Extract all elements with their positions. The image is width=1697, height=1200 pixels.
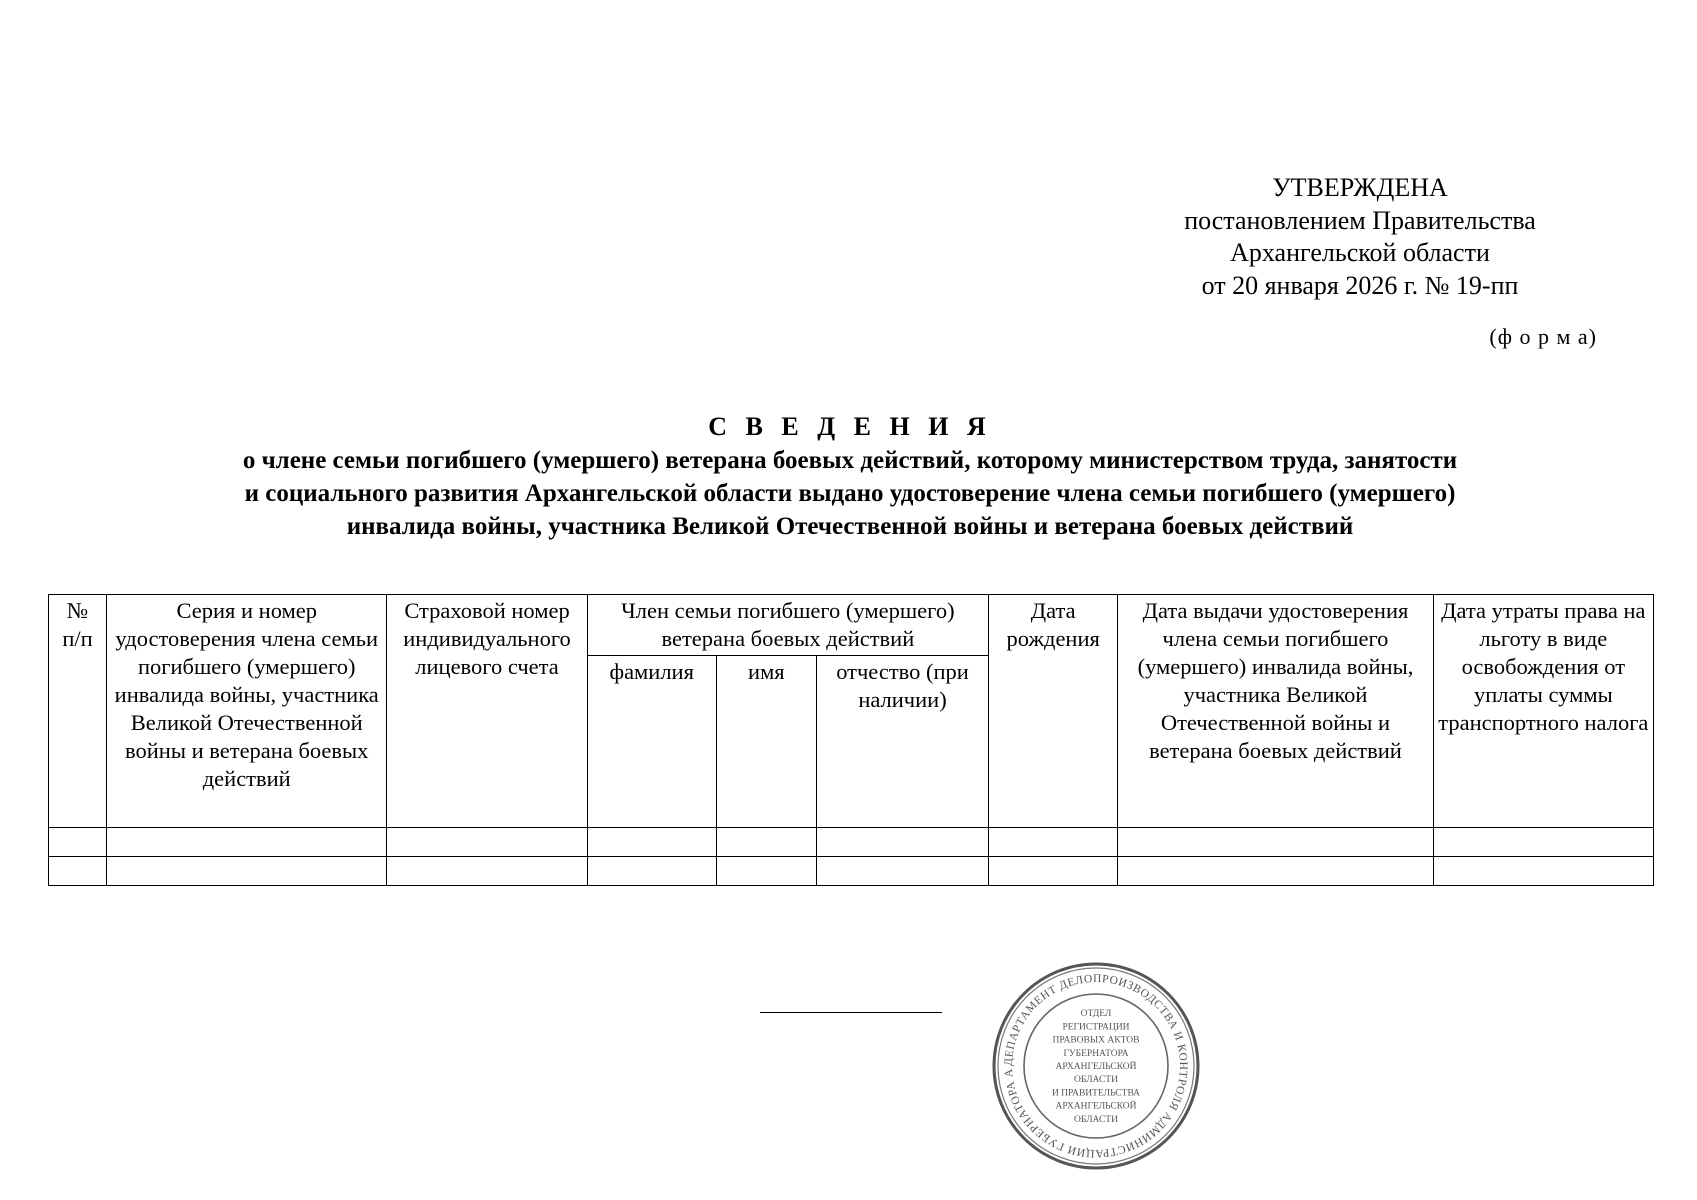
table-cell[interactable] — [989, 828, 1118, 857]
table-cell[interactable] — [816, 857, 988, 886]
col-surname-header: фамилия — [587, 656, 716, 828]
table-cell[interactable] — [587, 857, 716, 886]
stamp-center-line: И ПРАВИТЕЛЬСТВА — [1051, 1088, 1141, 1099]
col-name-header: имя — [716, 656, 816, 828]
col-birth-header: Дата рождения — [989, 595, 1118, 828]
table-cell[interactable] — [49, 857, 107, 886]
stamp-seal-icon — [990, 960, 1202, 1172]
stamp-center-line: ОБЛАСТИ — [1074, 1114, 1118, 1125]
info-table — [48, 594, 1654, 886]
table-header-row — [49, 595, 1654, 656]
col-issue-date-header: Дата выдачи удостоверения члена семьи погибшего (умершего) инвалида войны, участника Великой Отечественной войны и ветерана боевых действий — [1118, 595, 1433, 828]
table-cell[interactable] — [1433, 857, 1653, 886]
stamp-center-line: АРХАНГЕЛЬСКОЙ — [1055, 1101, 1137, 1112]
col-patronymic-header: отчество (при наличии) — [816, 656, 988, 828]
table-cell[interactable] — [107, 828, 387, 857]
stamp-center-line: ПРАВОВЫХ АКТОВ — [1052, 1035, 1140, 1046]
stamp-center-line: ОТДЕЛ — [1080, 1009, 1112, 1020]
approval-heading: УТВЕРЖДЕНА — [1272, 173, 1448, 202]
table-cell[interactable] — [989, 857, 1118, 886]
title-subtitle-line: и социального развития Архангельской области выдано удостоверение члена семьи погибшего (умершего) — [244, 480, 1456, 507]
table-cell[interactable] — [1118, 857, 1433, 886]
table-cell[interactable] — [587, 828, 716, 857]
table-cell[interactable] — [387, 828, 587, 857]
table-cell[interactable] — [107, 857, 387, 886]
title-main: С В Е Д Е Н И Я — [708, 412, 992, 441]
table-cell[interactable] — [49, 828, 107, 857]
approval-line: Архангельской области — [1230, 238, 1490, 267]
form-mark: (ф о р м а) — [1489, 324, 1597, 349]
stamp-center-line: ГУБЕРНАТОРА — [1063, 1048, 1129, 1059]
stamp-center-line: ОБЛАСТИ — [1074, 1075, 1118, 1086]
table-cell[interactable] — [716, 857, 816, 886]
stamp-center-line: РЕГИСТРАЦИИ — [1062, 1022, 1130, 1033]
table-cell[interactable] — [1118, 828, 1433, 857]
table-row — [49, 857, 1654, 886]
col-member-group-header: Член семьи погибшего (умершего) ветерана боевых действий — [587, 595, 988, 656]
table-cell[interactable] — [716, 828, 816, 857]
table-cell[interactable] — [816, 828, 988, 857]
col-series-header: Серия и номер удостоверения члена семьи погибшего (умершего) инвалида войны, участника Великой Отечественной войны и ветерана боевых действий — [107, 595, 387, 828]
svg-text:ДЕПАРТАМЕНТ ДЕЛОПРОИЗВОДСТВА И — [990, 960, 1189, 1159]
table-cell[interactable] — [1433, 828, 1653, 857]
document-title — [48, 410, 1652, 543]
stamp-ring-text: ДЕПАРТАМЕНТ ДЕЛОПРОИЗВОДСТВА И КОНТРОЛЯ АДМИНИСТРАЦИИ ГУБЕРНАТОРА А — [1002, 972, 1190, 1160]
col-number-header: № п/п — [49, 595, 107, 828]
approval-block — [1150, 172, 1570, 302]
approval-line: постановлением Правительства — [1184, 205, 1536, 235]
col-snils-header: Страховой номер индивидуального лицевого счета — [387, 595, 587, 828]
signature-line — [760, 1012, 942, 1013]
table-cell[interactable] — [387, 857, 587, 886]
stamp-center-line: АРХАНГЕЛЬСКОЙ — [1055, 1062, 1137, 1072]
title-subtitle-line: о члене семьи погибшего (умершего) ветерана боевых действий, которому министерством труда, занятости — [242, 447, 1458, 474]
col-loss-date-header: Дата утраты права на льготу в виде освобождения от уплаты суммы транспортного налога — [1433, 595, 1653, 828]
title-subtitle-line: инвалида войны, участника Великой Отечественной войны и ветерана боевых действий — [346, 513, 1354, 540]
approval-date: от 20 января 2026 г. № 19-пп — [1201, 270, 1519, 300]
title-subtitle — [48, 444, 1652, 543]
table-row — [49, 828, 1654, 857]
official-stamp — [990, 960, 1202, 1172]
